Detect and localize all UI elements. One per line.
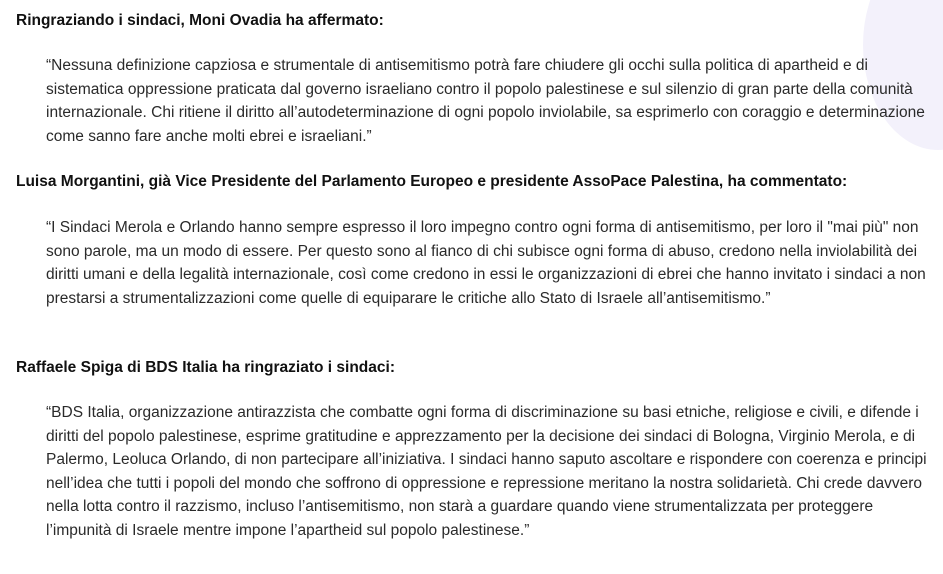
speaker-moni-ovadia: Ringraziando i sindaci, Moni Ovadia ha affermato: <box>16 12 384 29</box>
quote-moni-ovadia: “Nessuna definizione capziosa e strumentale di antisemitismo potrà fare chiudere gli occhi sulla politica di apartheid e di sistematica oppressione praticata dal governo israeliano contro il popolo palestinese e sul silenzio di gran parte della comunità internazionale. Chi ritiene il diritto all’autodeterminazione di ogni popolo inviolabile, sa esprimerlo con coraggio e determinazione come sanno fare anche molti ebrei e israeliani.” <box>46 57 925 145</box>
quote-luisa-morgantini: “I Sindaci Merola e Orlando hanno sempre espresso il loro impegno contro ogni forma di antisemitismo, per loro il "mai più" non sono parole, ma un modo di essere. Per questo sono al fianco di chi subisce ogni forma di abuso, credono nella inviolabilità dei diritti umani e della legalità internazionale, così come credono in essi le organizzazioni di ebrei che hanno invitato i sindaci a non prestarsi a strumentalizzazioni come quelle di equiparare le critiche allo Stato di Israele all’antisemitismo.” <box>46 219 926 307</box>
speaker-luisa-morgantini: Luisa Morgantini, già Vice Presidente del Parlamento Europeo e presidente AssoPace Palestina, ha commentato: <box>16 173 848 190</box>
speaker-raffaele-spiga: Raffaele Spiga di BDS Italia ha ringraziato i sindaci: <box>16 359 395 376</box>
quote-raffaele-spiga: “BDS Italia, organizzazione antirazzista che combatte ogni forma di discriminazione su basi etniche, religiose e civili, e difende i diritti del popolo palestinese, esprime gratitudine e apprezzamento per la decisione dei sindaci di Bologna, Virginio Merola, e di Palermo, Leoluca Orlando, di non partecipare all’iniziativa. I sindaci hanno saputo ascoltare e rispondere con coerenza e principi nell’idea che tutti i popoli del mondo che soffrono di oppressione e repressione meritano la nostra solidarietà. Chi crede davvero nella lotta contro il razzismo, incluso l’antisemitismo, non starà a guardare quando viene strumentalizzata per proteggere l’impunità di Israele mentre impone l’apartheid sul popolo palestinese.” <box>46 404 927 539</box>
